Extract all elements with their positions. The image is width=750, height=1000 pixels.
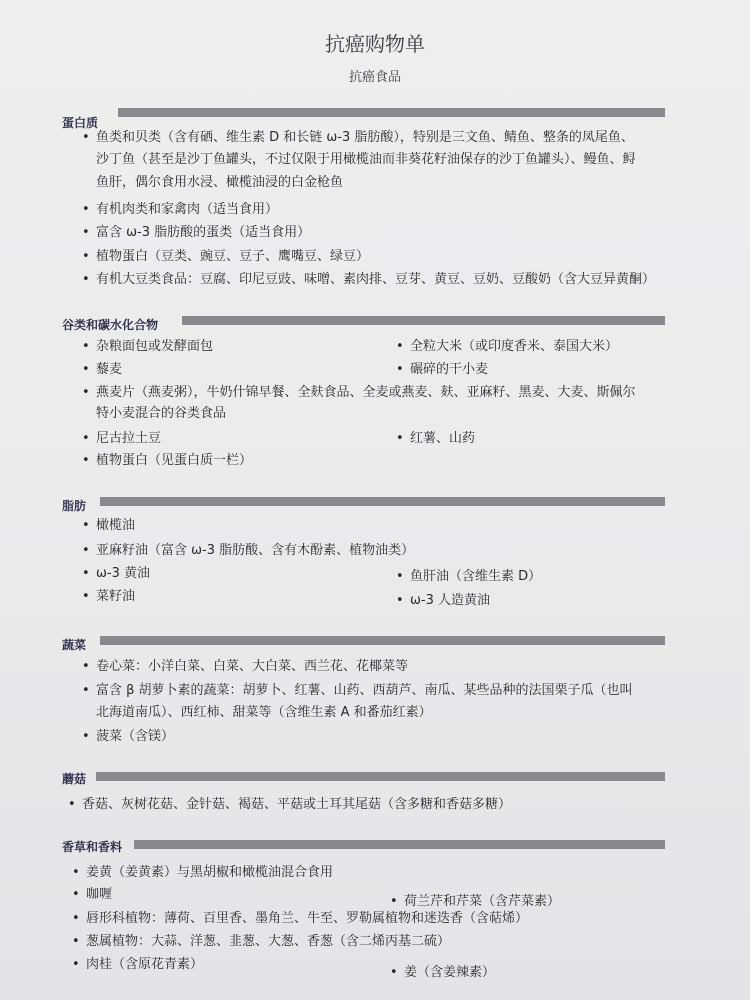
section-title: 脂肪 xyxy=(62,499,87,513)
list-item: • ω-3 人造黄油 xyxy=(396,593,490,608)
list-item: • 鱼肝油（含维生素 D） xyxy=(396,569,542,584)
section-title: 香草和香料 xyxy=(62,840,123,854)
section-mushrooms xyxy=(0,772,750,792)
list-item: • 全粒大米（或印度香米、泰国大米） xyxy=(396,339,619,354)
section-divider-bar xyxy=(100,497,665,506)
section-divider-bar xyxy=(134,840,665,849)
section-divider-bar xyxy=(96,772,665,781)
page-subtitle: 抗癌食品 xyxy=(348,70,401,85)
list-item: • 燕麦片（燕麦粥），牛奶什锦早餐、全麸食品、全麦或燕麦、麸、亚麻籽、黑麦、大麦、斯佩尔 xyxy=(82,385,636,400)
list-item: • 富含 β 胡萝卜素的蔬菜：胡萝卜、红薯、山药、西葫芦、南瓜、某些品种的法国栗子瓜（也叫 xyxy=(82,683,633,698)
section-protein xyxy=(0,108,750,128)
section-grains xyxy=(0,316,750,336)
list-item-continued: 北海道南瓜）、西红柿、甜菜等（含维生素 A 和番茄红素） xyxy=(96,705,432,720)
list-item: • 姜黄（姜黄素）与黑胡椒和橄榄油混合食用 xyxy=(72,865,334,880)
list-item: • 葱属植物：大蒜、洋葱、韭葱、大葱、香葱（含二烯丙基二硫） xyxy=(72,934,451,949)
list-item: • ω-3 黄油 xyxy=(82,566,150,581)
list-item: • 肉桂（含原花青素） xyxy=(72,957,204,972)
list-item: • 有机大豆类食品：豆腐、印尼豆豉、味噌、素肉排、豆芽、黄豆、豆奶、豆酸奶（含大豆异黄酮） xyxy=(82,272,656,287)
list-item: • 鱼类和贝类（含有硒、维生素 D 和长链 ω-3 脂肪酸），特别是三文鱼、鲭鱼、整条的凤尾鱼、 xyxy=(82,130,634,145)
list-item: • 富含 ω-3 脂肪酸的蛋类（适当食用） xyxy=(82,225,311,240)
list-item: • 咖喱 xyxy=(72,887,113,902)
section-divider-bar xyxy=(100,636,665,645)
section-title: 谷类和碳水化合物 xyxy=(62,318,159,332)
section-divider-bar xyxy=(118,108,665,117)
list-item-continued: 鱼肝，偶尔食用水浸、橄榄油浸的白金枪鱼 xyxy=(96,175,344,190)
list-item: • 菜籽油 xyxy=(82,589,136,604)
list-item: • 有机肉类和家禽肉（适当食用） xyxy=(82,202,279,217)
list-item: • 藜麦 xyxy=(82,362,123,377)
list-item: • 尼古拉土豆 xyxy=(82,431,162,446)
section-title: 蘑菇 xyxy=(62,772,87,786)
section-title: 蔬菜 xyxy=(62,638,87,652)
list-item: • 植物蛋白（见蛋白质一栏） xyxy=(82,453,253,468)
page-title: 抗癌购物单 xyxy=(325,32,425,56)
section-fats xyxy=(0,497,750,517)
section-title: 蛋白质 xyxy=(62,116,99,130)
list-item: • 碾碎的干小麦 xyxy=(396,362,489,377)
list-item-continued: 特小麦混合的谷类食品 xyxy=(96,406,227,421)
list-item: • 卷心菜：小洋白菜、白菜、大白菜、西兰花、花椰菜等 xyxy=(82,659,409,674)
list-item: • 荷兰芹和芹菜（含芹菜素） xyxy=(390,894,561,909)
list-item: • 菠菜（含镁） xyxy=(82,729,175,744)
list-item: • 红薯、山药 xyxy=(396,431,476,446)
section-divider-bar xyxy=(182,316,665,325)
list-item-continued: 沙丁鱼（甚至是沙丁鱼罐头，不过仅限于用橄榄油而非葵花籽油保存的沙丁鱼罐头）、鳗鱼、鲟 xyxy=(96,152,636,167)
section-herbs-spices xyxy=(0,840,750,860)
list-item: • 植物蛋白（豆类、豌豆、豆子、鹰嘴豆、绿豆） xyxy=(82,249,370,264)
list-item: • 香菇、灰树花菇、金针菇、褐菇、平菇或土耳其尾菇（含多糖和香菇多糖） xyxy=(68,797,512,812)
list-item: • 杂粮面包或发酵面包 xyxy=(82,339,214,354)
list-item: • 亚麻籽油（富含 ω-3 脂肪酸、含有木酚素、植物油类） xyxy=(82,543,415,558)
section-vegetables xyxy=(0,636,750,656)
list-item: • 唇形科植物：薄荷、百里香、墨角兰、牛至、罗勒属植物和迷迭香（含萜烯） xyxy=(72,911,529,926)
list-item: • 姜（含姜辣素） xyxy=(390,965,496,980)
list-item: • 橄榄油 xyxy=(82,518,136,533)
